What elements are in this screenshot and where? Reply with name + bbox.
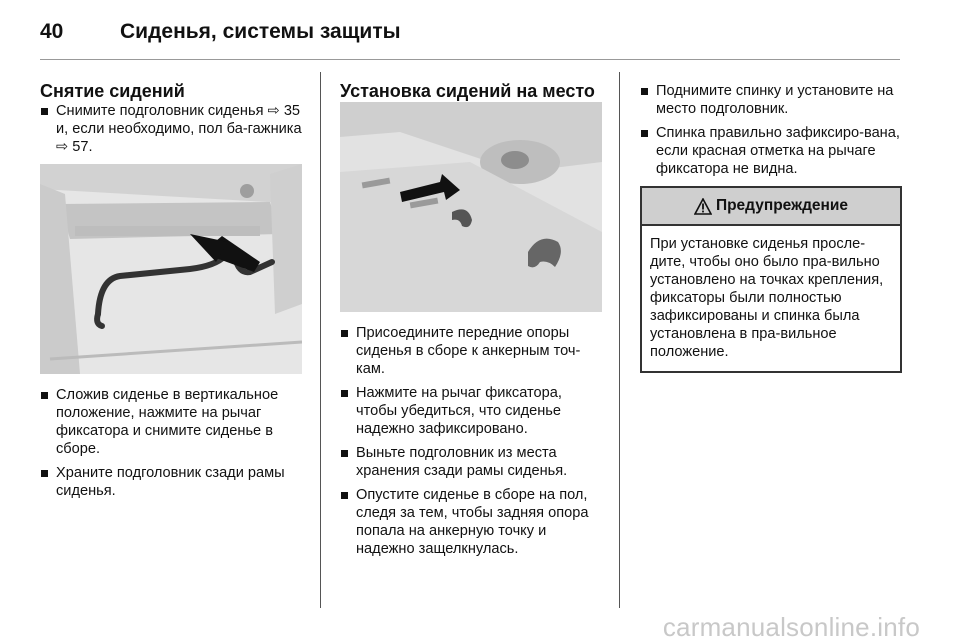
- warning-box: [640, 186, 902, 373]
- column-divider-2: [619, 72, 620, 608]
- seat-removal-illustration: [40, 164, 302, 374]
- list-item: Выньте подголовник из места хранения сзади рамы сиденья.: [340, 444, 602, 480]
- seat-frame-illustration: [40, 164, 302, 374]
- list-item: Спинка правильно зафиксиро-вана, если красная отметка на рычаге фиксатора не видна.: [640, 124, 902, 178]
- list-item: Опустите сиденье в сборе на пол, следя за тем, чтобы задняя опора попала на анкерную точку и надежно защелкнулась.: [340, 486, 602, 558]
- section-heading-install: Установка сидений на место: [340, 81, 595, 101]
- watermark: carmanualsonline.info: [662, 612, 920, 642]
- list-item: Храните подголовник сзади рамы сиденья.: [40, 464, 302, 500]
- removal-steps-list: [40, 386, 302, 500]
- list-item: Сложив сиденье в вертикальное положение, нажмите на рычаг фиксатора и снимите сиденье в сборе.: [40, 386, 302, 458]
- header-divider: [40, 59, 900, 60]
- warning-triangle-icon: [694, 198, 712, 215]
- page-number: 40: [40, 20, 64, 43]
- warning-text: При установке сиденья просле-дите, чтобы оно было пра-вильно установлено на точках крепления, фиксаторы были полностью зафиксированы и спинка была установлена в пра-вильное положение.: [650, 236, 884, 360]
- install-steps-list: [340, 324, 602, 558]
- column-divider-1: [320, 72, 321, 608]
- final-steps-list: [640, 82, 902, 178]
- list-item: Присоедините передние опоры сиденья в сборе к анкерным точ-кам.: [340, 324, 602, 378]
- page-title: Сиденья, системы защиты: [120, 20, 401, 43]
- seat-anchor-illustration: [340, 102, 602, 312]
- column-1: [40, 82, 302, 506]
- section-heading-removal: Снятие сидений: [40, 81, 185, 101]
- warning-header: [642, 188, 900, 226]
- page-header: [40, 20, 902, 60]
- seat-install-illustration: [340, 102, 602, 312]
- list-item: Нажмите на рычаг фиксатора, чтобы убедиться, что сиденье надежно зафиксировано.: [340, 384, 602, 438]
- list-item: Снимите подголовник сиденья ⇨ 35 и, если необходимо, пол ба-гажника ⇨ 57.: [40, 102, 302, 156]
- removal-intro-list: [40, 102, 302, 156]
- warning-title: Предупреждение: [715, 197, 849, 214]
- column-3: [640, 82, 902, 373]
- column-2: [340, 82, 602, 564]
- list-item: Поднимите спинку и установите на место подголовник.: [640, 82, 902, 118]
